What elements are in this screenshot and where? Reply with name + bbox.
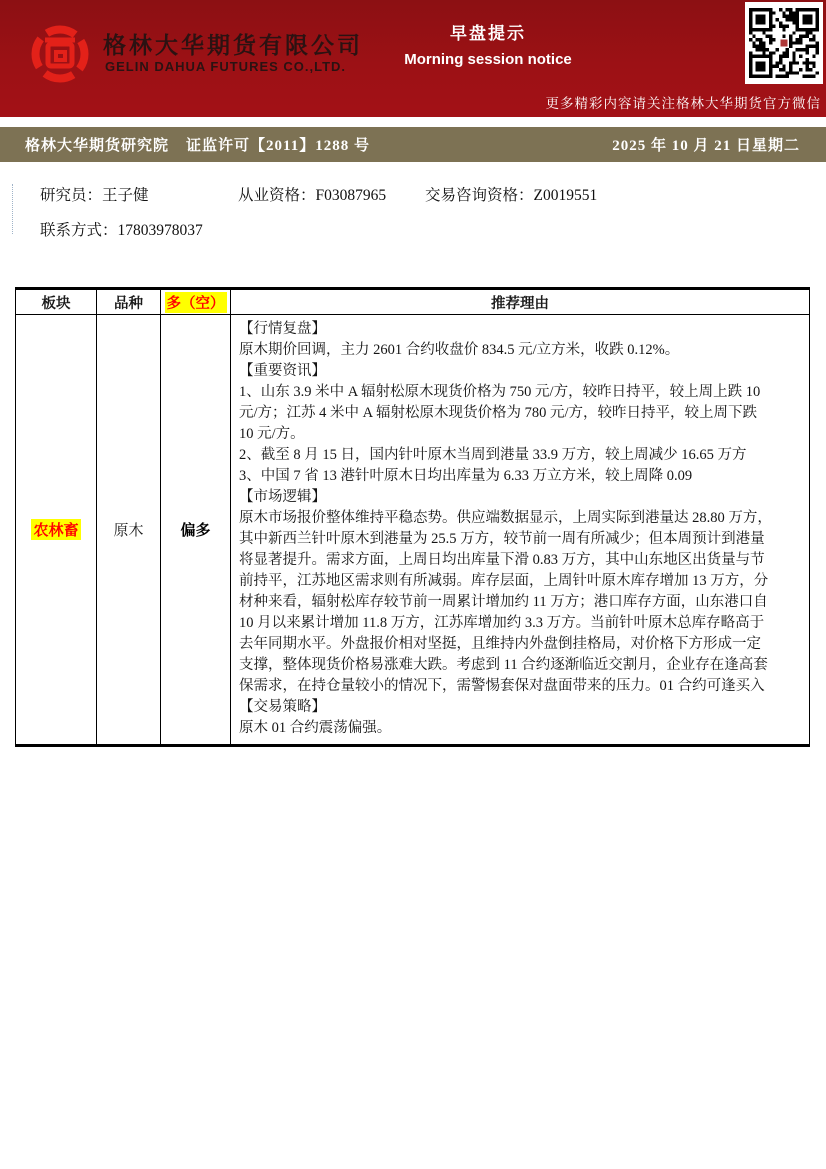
reason-line: 【交易策略】 bbox=[239, 699, 326, 715]
institute-license bbox=[25, 134, 370, 155]
notice-title-en: Morning session notice bbox=[404, 51, 572, 68]
reason-line: 【市场逻辑】 bbox=[239, 489, 326, 505]
reason-line: 【行情复盘】 bbox=[239, 321, 326, 337]
reason-line: 原木期价回调，主力 2601 合约收盘价 834.5 元/立方米，收跌 0.12%。 bbox=[239, 342, 680, 358]
margin-guide-line bbox=[12, 184, 13, 234]
recommendation-table bbox=[15, 287, 810, 747]
table-header-row bbox=[16, 290, 809, 315]
reason-line: 支撑，整体现货价格易涨难大跌。考虑到 11 合约逐渐临近交割月，企业存在逢高套 bbox=[239, 657, 768, 673]
header-sector: 板块 bbox=[41, 295, 71, 312]
license-date-bar bbox=[0, 127, 826, 162]
license-number: 证监许可【2011】1288 号 bbox=[186, 138, 370, 154]
reason-line: 10 月以来累计增加 11.8 万方，江苏库增加约 3.3 万方。当前针叶原木总库存略高于 bbox=[239, 615, 765, 631]
header-bias: 多（空） bbox=[160, 290, 230, 314]
reason-line: 原木市场报价整体维持平稳态势。供应端数据显示，上周实际到港量达 28.80 万方， bbox=[239, 510, 772, 526]
reason-line: 【重要资讯】 bbox=[239, 363, 326, 379]
researcher-name: 研究员：王子健 bbox=[40, 187, 149, 204]
reason-cell bbox=[230, 315, 809, 744]
reason-line: 3、中国 7 省 13 港针叶原木日均出库量为 6.33 万立方米，较上周降 0.09 bbox=[239, 468, 693, 484]
cell-variety: 原木 bbox=[96, 315, 160, 744]
cell-sector bbox=[16, 315, 96, 744]
reason-line: 原木 01 合约震荡偏强。 bbox=[239, 720, 392, 736]
researcher-contact: 联系方式：17803978037 bbox=[40, 222, 203, 239]
header-variety: 品种 bbox=[96, 290, 160, 314]
reason-line: 其中新西兰针叶原木到港量为 25.5 万方，较节前一周有所减少；但本周预计到港量 bbox=[239, 531, 765, 547]
report-date: 2025 年 10 月 21 日星期二 bbox=[612, 138, 800, 154]
reason-line: 1、山东 3.9 米中 A 辐射松原木现货价格为 750 元/方，较昨日持平，较上周上跌 10 bbox=[239, 384, 761, 400]
company-logo-icon bbox=[31, 25, 89, 83]
reason-line: 前持平，江苏地区需求则有所减弱。库存层面，上周针叶原木库存增加 13 万方，分 bbox=[239, 573, 769, 589]
researcher-block bbox=[0, 178, 826, 240]
table-row bbox=[16, 315, 809, 744]
wechat-qr-code bbox=[745, 2, 823, 84]
company-name-en: GELIN DAHUA FUTURES CO.,LTD. bbox=[105, 59, 347, 74]
institute-name: 格林大华期货研究院 bbox=[25, 138, 170, 154]
wechat-follow-tip: 更多精彩内容请关注格林大华期货官方微信 bbox=[545, 96, 821, 111]
reason-line: 材种来看，辐射松库存较节前一周累计增加约 11 万方；港口库存方面，山东港口自 bbox=[239, 594, 768, 610]
reason-line: 元/方；江苏 4 米中 A 辐射松原木现货价格为 780 元/方，较昨日持平，较上周下跌 bbox=[239, 405, 757, 421]
reason-line: 保需求，在持仓量较小的情况下，需警惕套保对盘面带来的压力。01 合约可逢买入 bbox=[239, 678, 765, 694]
reason-line: 将显著提升。需求方面，上周日均出库量下滑 0.83 万方，其中山东地区出货量与节 bbox=[239, 552, 765, 568]
notice-title-cn: 早盘提示 bbox=[450, 24, 526, 43]
company-name-cn: 格林大华期货有限公司 bbox=[103, 32, 363, 58]
reason-line: 10 元/方。 bbox=[239, 426, 305, 442]
researcher-advisory: 交易咨询资格：Z0019551 bbox=[425, 187, 598, 204]
sector-highlight: 农林畜 bbox=[31, 519, 80, 540]
reason-line: 去年同期水平。外盘报价相对坚挺，且维持内外盘倒挂格局，对价格下方形成一定 bbox=[239, 636, 761, 652]
reason-line: 2、截至 8 月 15 日，国内针叶原木当周到港量 33.9 万方，较上周减少 16.65 万方 bbox=[239, 447, 747, 463]
top-banner bbox=[0, 0, 826, 117]
header-reason: 推荐理由 bbox=[230, 290, 809, 314]
cell-bias: 偏多 bbox=[160, 315, 230, 744]
researcher-qualification: 从业资格：F03087965 bbox=[238, 187, 387, 204]
